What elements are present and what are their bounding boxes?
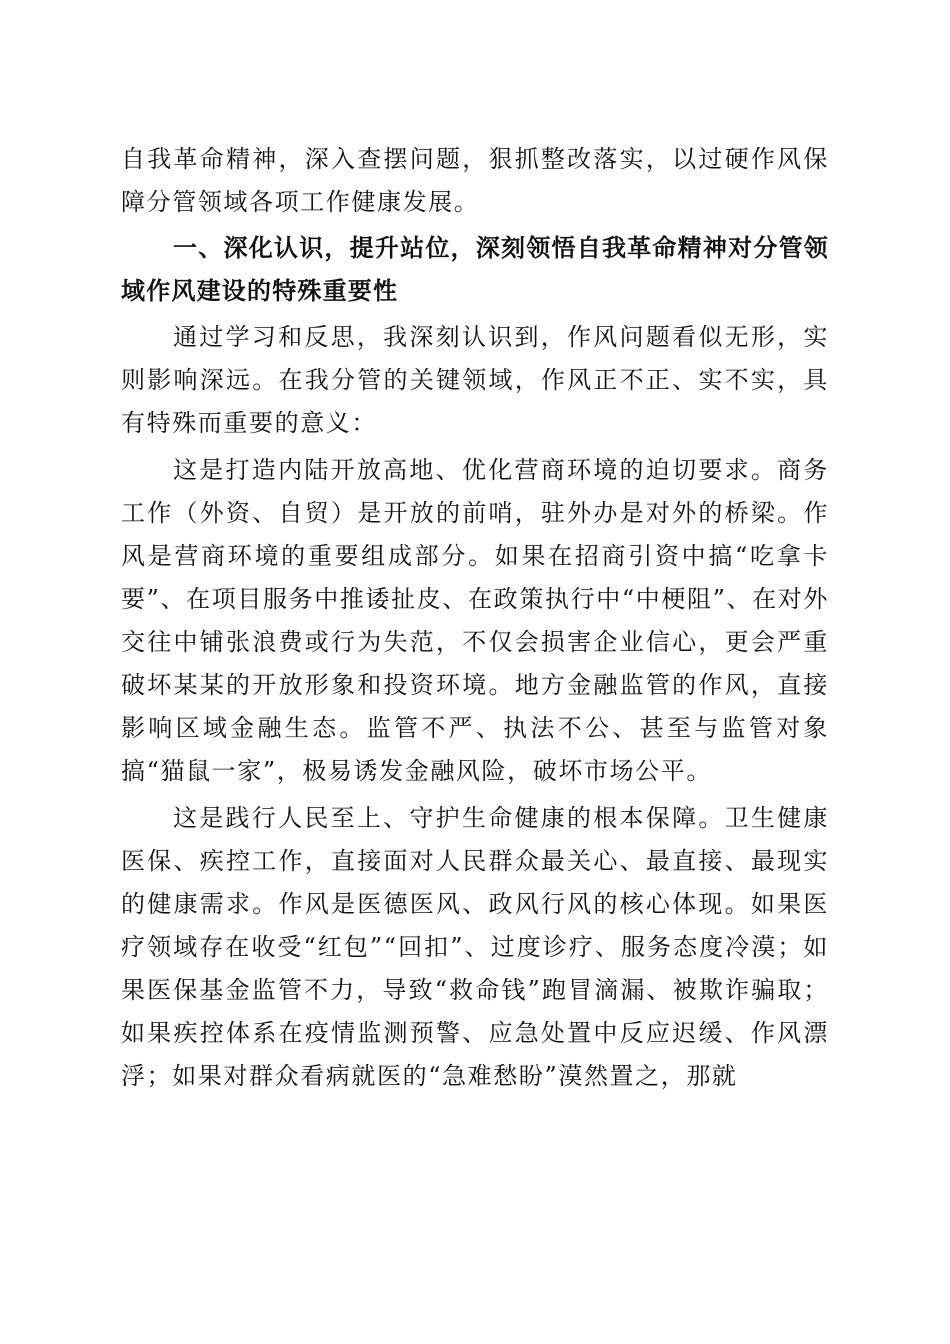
body-paragraph-1: 通过学习和反思，我深刻认识到，作风问题看似无形，实则影响深远。在我分管的关键领域，作风正不正、实不实，具有特殊而重要的意义： xyxy=(121,323,829,437)
body-paragraph-continuation: 自我革命精神，深入查摆问题，狠抓整改落实，以过硬作风保障分管领域各项工作健康发展。 xyxy=(121,145,829,216)
document-body xyxy=(121,138,829,1098)
body-paragraph-3: 这是践行人民至上、守护生命健康的根本保障。卫生健康医保、疾控工作，直接面对人民群众最关心、最直接、最现实的健康需求。作风是医德医风、政风行风的核心体现。如果医疗领域存在收受“红包”“回扣”、过度诊疗、服务态度冷漠；如果医保基金监管不力，导致“救命钱”跑冒滴漏、被欺诈骗取；如果疾控体系在疫情监测预警、应急处置中反应迟缓、作风漂浮；如果对群众看病就医的“急难愁盼”漠然置之，那就 xyxy=(121,804,829,1090)
body-paragraph-2: 这是打造内陆开放高地、优化营商环境的迫切要求。商务工作（外资、自贸）是开放的前哨，驻外办是对外的桥梁。作风是营商环境的重要组成部分。如果在招商引资中搞“吃拿卡要”、在项目服务中推诿扯皮、在政策执行中“中梗阻”、在对外交往中铺张浪费或行为失范，不仅会损害企业信心，更会严重破坏某某的开放形象和投资环境。地方金融监管的作风，直接影响区域金融生态。监管不严、执法不公、甚至与监管对象搞“猫鼠一家”，极易诱发金融风险，破坏市场公平。 xyxy=(121,456,829,785)
section-heading-1: 一、深化认识，提升站位，深刻领悟自我革命精神对分管领域作风建设的特殊重要性 xyxy=(121,234,829,305)
